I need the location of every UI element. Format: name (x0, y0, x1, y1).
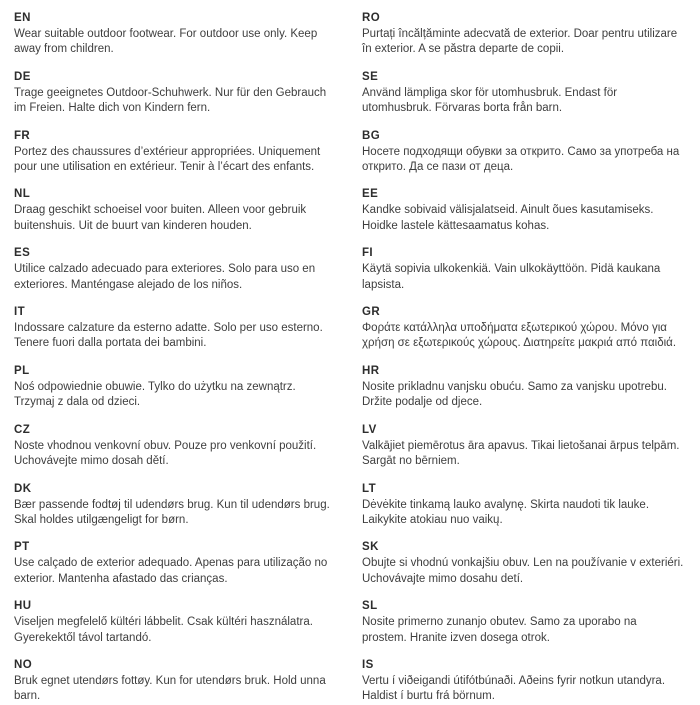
instruction-text: Använd lämpliga skor för utomhusbruk. Endast för utomhusbruk. Förvaras borta från barn. (362, 86, 618, 115)
language-code-label: NO (14, 658, 33, 671)
language-code-label: LV (362, 423, 377, 436)
language-block (362, 306, 684, 352)
language-code-label: SE (362, 70, 379, 83)
instruction-text: Wear suitable outdoor footwear. For outdoor use only. Keep away from children. (14, 28, 318, 56)
language-code-label: EN (14, 12, 31, 24)
language-block (362, 600, 684, 646)
language-block (14, 659, 336, 705)
language-code-label: NL (14, 188, 31, 201)
instruction-text: Valkājiet piemērotus āra apavus. Tikai lietošanai ārpus telpām. Sargāt no bērniem. (362, 439, 680, 468)
language-code-label: FR (14, 129, 31, 142)
language-code-label: PT (14, 541, 30, 554)
language-code-label: GR (362, 306, 381, 319)
instruction-text: Noś odpowiednie obuwie. Tylko do użytku na zewnątrz. Trzymaj z dala od dzieci. (14, 380, 296, 409)
language-block (14, 541, 336, 587)
instruction-text: Utilice calzado adecuado para exteriores. Solo para uso en exteriores. Manténgase alejado de los niños. (14, 263, 316, 291)
instruction-text: Nosite prikladnu vanjsku obuću. Samo za vanjsku upotrebu. Držite podalje od djece. (362, 380, 667, 409)
instruction-text: Käytä sopivia ulkokenkiä. Vain ulkokäyttöön. Pidä kaukana lapsista. (362, 263, 661, 291)
instruction-text: Носете подходящи обувки за открито. Само за употреба на открито. Да се пази от деца. (362, 145, 680, 174)
language-block (14, 306, 336, 352)
language-block (14, 424, 336, 470)
instruction-text: Vertu í viðeigandi útifótbúnaði. Aðeins fyrir notkun utandyra. Haldist í burtu frá börnum. (362, 674, 666, 703)
language-code-label: FI (362, 247, 374, 260)
language-block (362, 71, 684, 117)
language-block (362, 188, 684, 234)
language-code-label: SL (362, 600, 378, 613)
language-block (362, 483, 684, 529)
language-code-label: HR (362, 364, 380, 377)
language-code-label: HU (14, 600, 32, 613)
language-block (14, 600, 336, 646)
instruction-text: Viseljen megfelelő kültéri lábbelit. Csak kültéri használatra. Gyerekektől távol tartandó. (14, 616, 313, 644)
language-block (14, 247, 336, 293)
instruction-text: Draag geschikt schoeisel voor buiten. Alleen voor gebruik buitenshuis. Uit de buurt van kinderen houden. (14, 204, 307, 232)
instruction-text: Bruk egnet utendørs fottøy. Kun for utendørs bruk. Hold unna barn. (14, 674, 326, 703)
instruction-text: Bær passende fodtøj til udendørs brug. Kun til udendørs brug. Skal holdes utilgængeligt for børn. (14, 498, 330, 526)
language-code-label: DE (14, 70, 31, 83)
language-code-label: LT (362, 482, 376, 495)
language-code-label: DK (14, 482, 32, 495)
language-block (362, 247, 684, 293)
language-code-label: BG (362, 129, 381, 142)
instruction-text: Indossare calzature da esterno adatte. Solo per uso esterno. Tenere fuori dalla portata dei bambini. (14, 322, 323, 350)
left-column (14, 12, 336, 703)
language-block (362, 659, 684, 705)
instruction-text: Purtați încălțăminte adecvată de exterior. Doar pentru utilizare în exterior. A se păstra departe de copii. (362, 28, 678, 56)
language-block (14, 12, 336, 58)
instruction-text: Portez des chaussures d’extérieur appropriées. Uniquement pour une utilisation en extérieur. Tenir à l’écart des enfants. (14, 145, 321, 174)
instruction-text: Kandke sobivaid välisjalatseid. Ainult õues kasutamiseks. Hoidke lastele kättesaamatus kohas. (362, 204, 654, 232)
language-code-label: RO (362, 12, 381, 24)
instruction-text: Nosite primerno zunanjo obutev. Samo za uporabo na prostem. Hranite izven dosega otrok. (362, 616, 637, 644)
instruction-text: Trage geeignetes Outdoor-Schuhwerk. Nur für den Gebrauch im Freien. Halte dich von Kindern fern. (14, 86, 327, 115)
language-block (362, 12, 684, 58)
language-code-label: IS (362, 658, 374, 671)
instruction-text: Dėvėkite tinkamą lauko avalynę. Skirta naudoti tik lauke. Laikykite atokiau nuo vaikų. (362, 498, 650, 526)
instruction-text: Noste vhodnou venkovní obuv. Pouze pro venkovní použití. Uchovávejte mimo dosah dětí. (14, 439, 317, 468)
language-block (362, 365, 684, 411)
instruction-text: Obujte si vhodnú vonkajšiu obuv. Len na používanie v exteriéri. Uchovávajte mimo dosahu detí. (362, 557, 684, 585)
right-column (362, 12, 684, 703)
language-code-label: PL (14, 364, 30, 377)
language-block (14, 188, 336, 234)
language-block (14, 365, 336, 411)
language-code-label: IT (14, 306, 26, 319)
instruction-text: Φοράτε κατάλληλα υποδήματα εξωτερικού χώρου. Μόνο για χρήση σε εξωτερικούς χώρους. Διατηρείτε μακριά από παιδιά. (362, 322, 677, 350)
language-block (14, 483, 336, 529)
language-block (14, 130, 336, 176)
language-block (362, 541, 684, 587)
language-code-label: CZ (14, 423, 31, 436)
language-code-label: ES (14, 247, 31, 260)
instruction-text: Use calçado de exterior adequado. Apenas para utilização no exterior. Mantenha afastado das crianças. (14, 557, 328, 585)
language-block (362, 424, 684, 470)
language-block (14, 71, 336, 117)
language-code-label: EE (362, 188, 379, 201)
language-code-label: SK (362, 541, 379, 554)
language-block (362, 130, 684, 176)
